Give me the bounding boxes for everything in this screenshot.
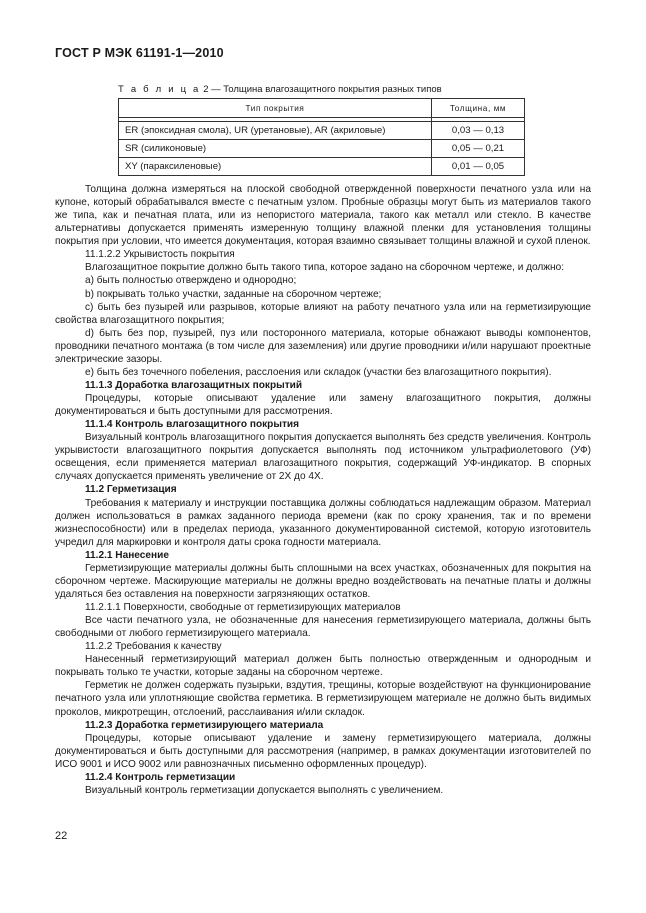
paragraph: Процедуры, которые описывают удаление или замену влагозащитного покрытия, должны документироваться и быть доступными для рассмотрения. (55, 393, 591, 418)
list-item: b) покрывать только участки, заданные на сборочном чертеже; (85, 288, 382, 300)
table-row (119, 158, 525, 176)
list-item: c) быть без пузырей или разрывов, которые влияют на работу печатного узла или на герметизирующие свойства влагозащитного покрытия; (55, 301, 591, 326)
table-row (119, 122, 525, 140)
section-heading: 11.1.4 Контроль влагозащитного покрытия (85, 419, 299, 431)
column-header-coating-type: Тип покрытия (119, 99, 432, 118)
table-cell: 0,05 — 0,21 (432, 140, 525, 158)
document-header: ГОСТ Р МЭК 61191-1—2010 (55, 46, 224, 60)
paragraph: Нанесенный герметизирующий материал должен быть полностью отвержденным и однородным и покрывать только те участки, которые заданы на сборочном чертеже. (55, 654, 591, 679)
list-item: а) быть полностью отверждено и однородно; (85, 275, 297, 287)
table-cell: SR (силиконовые) (119, 140, 432, 158)
section-heading: 11.1.3 Доработка влагозащитных покрытий (85, 379, 303, 391)
table-cell: ER (эпоксидная смола), UR (уретановые), AR (акриловые) (119, 122, 432, 140)
table-cell: 0,01 — 0,05 (432, 158, 525, 176)
coating-thickness-table (118, 98, 525, 176)
section-heading: 11.2.1 Нанесение (85, 549, 169, 561)
table-row (119, 140, 525, 158)
table-header-row (119, 99, 525, 118)
table-caption (118, 84, 442, 95)
page-number: 22 (55, 830, 68, 842)
paragraph: Требования к материалу и инструкции поставщика должны соблюдаться надлежащим образом. Материал должен использоваться в рамках заданного периода времени (как по сроку хранения, так и по времени жизнеспособности) или в пределах периода, указанного документированной системой, которую изготовитель учредил для маркировки и контроля даты срока годности материала. (55, 497, 591, 548)
paragraph: Влагозащитное покрытие должно быть такого типа, которое задано на сборочном чертеже, и должно: (85, 262, 565, 274)
list-item: е) быть без точечного побеления, расслоения или складок (участки без влагозащитного покрытия). (85, 366, 552, 378)
table-caption-label: Т а б л и ц а (118, 84, 201, 95)
paragraph: Визуальный контроль влагозащитного покрытия допускается выполнять без средств увеличения. Контроль укрывистости влагозащитного покрытия допускается выполнять под источником ультрафиолетового (УФ) освещения, если применяется материал влагозащитного покрытия, содержащий УФ-индикатор. В спорных случаях допускается применять увеличение от 2X до 4X. (55, 432, 591, 483)
table-cell: XY (параксиленовые) (119, 158, 432, 176)
paragraph: Визуальный контроль герметизации допускается выполнять с увеличением. (85, 784, 444, 796)
table-cell: 0,03 — 0,13 (432, 122, 525, 140)
section-heading: 11.2.4 Контроль герметизации (85, 771, 236, 783)
section-heading: 11.2 Герметизация (85, 484, 177, 496)
subsection-heading: 11.1.2.2 Укрывистость покрытия (85, 249, 235, 261)
paragraph: Толщина должна измеряться на плоской свободной отвержденной поверхности печатного узла или на купоне, который обрабатывался вместе с печатным узлом. Пробные образцы могут быть из материалов такого же типа, как и печатная плата, или из непористого материала, такого как металл или стекло. В качестве альтернативы допускается применять измеренную толщину влажной пленки для установления толщины покрытия при условии, что имеется документация, которая взаимно связывает толщины влажной и сухой пленок. (55, 184, 591, 248)
column-header-thickness: Толщина, мм (432, 99, 525, 118)
list-item: d) быть без пор, пузырей, пуз или посторонного материала, которые обнажают выводы компонентов, проводники печатного монтажа (в том числе для заземления) или другие проводники и/или нарушают проектные электрические зазоры. (55, 327, 591, 365)
paragraph: Все части печатного узла, не обозначенные для нанесения герметизирующего материала, должны быть свободными от любого герметизирующего материала. (55, 615, 591, 640)
document-body (55, 183, 591, 797)
table-caption-text: 2 — Толщина влагозащитного покрытия разных типов (203, 84, 442, 95)
subsection-heading: 11.2.2 Требования к качеству (85, 641, 222, 653)
paragraph: Процедуры, которые описывают удаление и замену герметизирующего материала, должны документироваться и быть доступными для рассмотрения (например, в рамках документации изготовителей по ИСО 9001 и ИСО 9002 или равнозначных письменно оформленных процедур). (55, 732, 591, 770)
paragraph: Герметик не должен содержать пузырьки, вздутия, трещины, которые воздействуют на функционирование печатного узла или уплотняющие свойства герметика. В герметизирующем материале не должно быть видимых проколов, микротрещин, отслоений, расслаивания и/или складок. (55, 680, 591, 718)
subsection-heading: 11.2.1.1 Поверхности, свободные от герметизирующих материалов (85, 602, 401, 613)
paragraph: Герметизирующие материалы должны быть сплошными на всех участках, обозначенных для покрытия на сборочном чертеже. Маскирующие материалы не должны вредно воздействовать на печатные платы и должны удаляться без оставления на поверхности загрязняющих остатков. (55, 562, 591, 600)
section-heading: 11.2.3 Доработка герметизирующего материала (85, 719, 324, 731)
